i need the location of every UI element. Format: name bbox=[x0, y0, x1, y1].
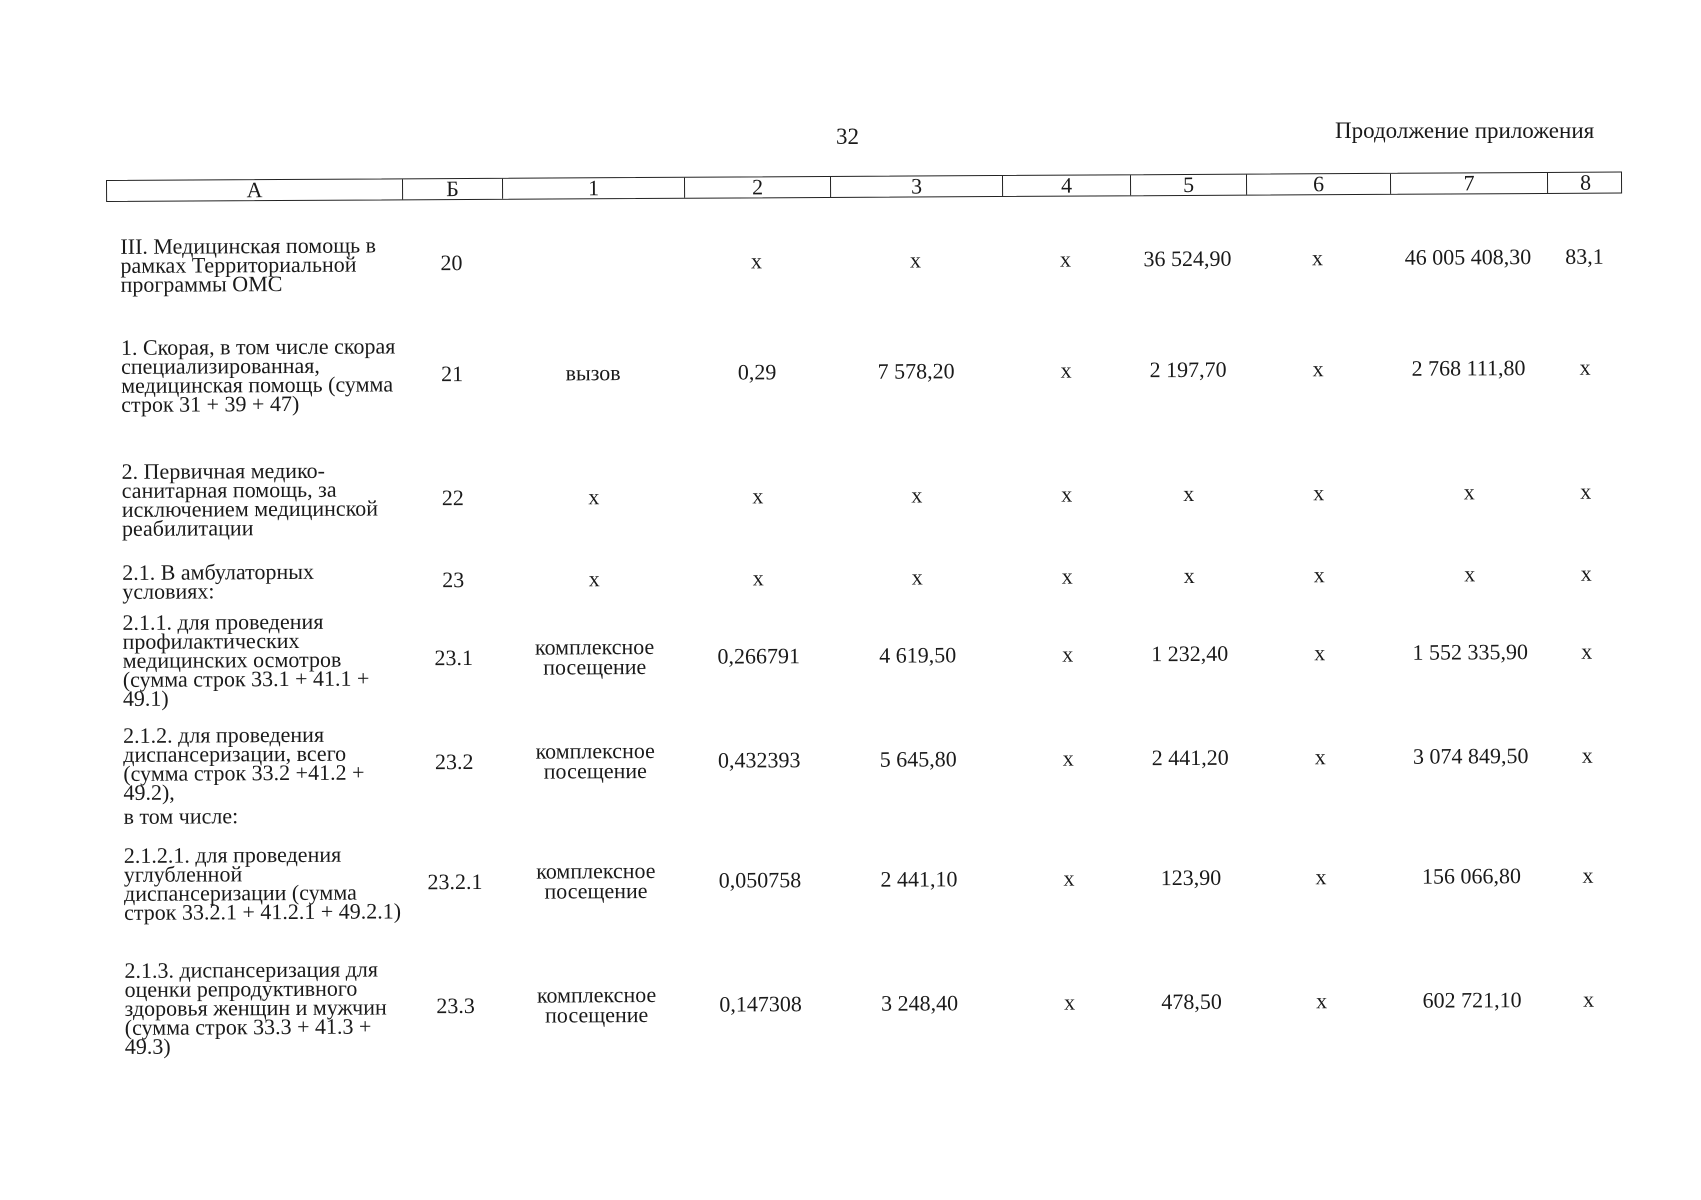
row-unit: комплексное посещение bbox=[536, 857, 656, 904]
row-name: 1. Скорая, в том числе скорая специализированная, медицинская помощь (сумма строк 31 + 39 + 47) bbox=[120, 333, 396, 417]
row-col5: х bbox=[1183, 480, 1195, 506]
row-unit: х bbox=[588, 566, 600, 592]
table-row bbox=[110, 826, 1627, 934]
row-col6: х bbox=[1314, 640, 1326, 666]
row-line-code: 23.3 bbox=[436, 992, 475, 1019]
row-col5: 2 197,70 bbox=[1149, 356, 1227, 383]
row-col8: х bbox=[1580, 560, 1592, 586]
table-row bbox=[107, 318, 1624, 426]
row-name: 2.1.2.1. для проведения углубленной диспансеризации (сумма строк 33.2.1 + 41.2.1 + 49.2.1) bbox=[123, 841, 402, 925]
row-col2: 0,29 bbox=[737, 359, 777, 385]
row-col3: х bbox=[911, 564, 923, 590]
data-table bbox=[106, 169, 1627, 1068]
table-row bbox=[108, 442, 1625, 550]
row-col7: 156 066,80 bbox=[1421, 863, 1521, 889]
row-col6: х bbox=[1311, 245, 1324, 271]
row-col2: 0,266791 bbox=[717, 643, 800, 669]
row-col2: 0,432393 bbox=[717, 747, 801, 773]
row-col4: х bbox=[1062, 641, 1074, 667]
row-line-code: 23 bbox=[442, 567, 465, 593]
table-row bbox=[108, 602, 1625, 710]
row-col7: 46 005 408,30 bbox=[1404, 244, 1532, 270]
row-col8: х bbox=[1581, 742, 1593, 768]
row-col7: х bbox=[1464, 561, 1476, 587]
row-name: 2.1.3. диспансеризация для оценки репродуктивного здоровья женщин и мужчин (сумма строк 33.3 + 41.3 + 49.3) bbox=[124, 955, 387, 1059]
header-cell: 5 bbox=[1130, 175, 1246, 196]
row-col3: 5 645,80 bbox=[879, 746, 957, 772]
row-col5: 36 524,90 bbox=[1143, 245, 1232, 272]
row-line-code: 20 bbox=[440, 250, 463, 276]
row-name: 2.1.1. для проведения профилактических медицинских осмотров (сумма строк 33.1 + 41.1 + 49.1) bbox=[122, 608, 370, 711]
row-col4: х bbox=[1063, 865, 1075, 891]
row-col4: х bbox=[1064, 989, 1076, 1015]
row-name: 2. Первичная медико-санитарная помощь, за исключением медицинской реабилитации bbox=[121, 457, 379, 541]
table-header bbox=[106, 169, 1622, 203]
row-col7: 2 768 111,80 bbox=[1411, 355, 1526, 381]
row-line-code: 21 bbox=[441, 361, 464, 387]
row-col6: х bbox=[1316, 988, 1328, 1014]
row-line-code: 23.2 bbox=[434, 748, 474, 775]
row-unit: х bbox=[588, 484, 600, 510]
row-col8: х bbox=[1581, 638, 1593, 664]
row-col8: х bbox=[1579, 354, 1591, 380]
subnote-including: в том числе: bbox=[123, 803, 239, 829]
header-cell: 2 bbox=[684, 177, 830, 198]
header-cell: 1 bbox=[502, 178, 684, 199]
row-col8: х bbox=[1580, 478, 1592, 504]
row-col6: х bbox=[1315, 864, 1327, 890]
header-cell: 3 bbox=[830, 176, 1002, 197]
row-col3: 7 578,20 bbox=[877, 358, 955, 384]
row-col8: х bbox=[1583, 986, 1595, 1012]
row-col4: х bbox=[1060, 357, 1072, 383]
table-row bbox=[106, 218, 1622, 304]
row-col7: х bbox=[1463, 479, 1475, 505]
row-name: 2.1. В амбулаторных условиях: bbox=[122, 558, 315, 604]
row-col2: 0,147308 bbox=[719, 991, 802, 1017]
row-col8: х bbox=[1582, 862, 1594, 888]
row-col5: 123,90 bbox=[1160, 864, 1222, 891]
row-col3: 3 248,40 bbox=[881, 990, 959, 1016]
row-name: 2.1.2. для проведения диспансеризации, всего (сумма строк 33.2 +41.2 + 49.2), bbox=[123, 721, 365, 805]
row-unit: комплексное посещение bbox=[535, 737, 655, 784]
row-col3: х bbox=[909, 247, 922, 273]
row-col6: х bbox=[1312, 356, 1324, 382]
row-name: III. Медицинская помощь в рамках Территориальной программы ОМС bbox=[120, 231, 377, 297]
row-col4: х bbox=[1061, 481, 1073, 507]
row-col6: х bbox=[1313, 480, 1325, 506]
row-unit: комплексное посещение bbox=[534, 633, 655, 680]
header-cell: 7 bbox=[1390, 173, 1547, 194]
row-line-code: 23.2.1 bbox=[427, 868, 483, 895]
row-col6: х bbox=[1313, 562, 1325, 588]
row-col7: 602 721,10 bbox=[1422, 987, 1522, 1013]
table-row bbox=[109, 716, 1625, 804]
row-col5: 1 232,40 bbox=[1151, 640, 1229, 667]
page-number: 32 bbox=[836, 124, 859, 149]
continuation-label: Продолжение приложения bbox=[1335, 118, 1595, 143]
row-col5: 478,50 bbox=[1161, 988, 1222, 1015]
table-row bbox=[108, 554, 1624, 602]
row-line-code: 22 bbox=[441, 485, 464, 511]
row-col5: х bbox=[1183, 562, 1195, 588]
row-col2: х bbox=[750, 248, 763, 274]
header-cell: А bbox=[246, 177, 263, 203]
row-col2: х bbox=[752, 565, 764, 591]
row-col5: 2 441,20 bbox=[1151, 744, 1229, 771]
header-cell: 8 bbox=[1547, 173, 1623, 193]
row-col6: х bbox=[1314, 744, 1326, 770]
row-unit: вызов bbox=[565, 360, 621, 386]
row-col2: 0,050758 bbox=[718, 867, 802, 893]
header-cell: Б bbox=[402, 179, 502, 200]
row-unit bbox=[501, 262, 683, 263]
row-col3: 4 619,50 bbox=[879, 642, 957, 668]
header-cell: 6 bbox=[1246, 174, 1390, 195]
row-col7: 3 074 849,50 bbox=[1412, 743, 1529, 769]
row-col4: х bbox=[1059, 246, 1072, 272]
header-cell: 4 bbox=[1002, 175, 1130, 196]
row-col4: х bbox=[1061, 563, 1073, 589]
row-col7: 1 552 335,90 bbox=[1412, 639, 1528, 665]
row-col3: х bbox=[911, 482, 923, 508]
row-col2: х bbox=[752, 483, 764, 509]
row-col8: 83,1 bbox=[1565, 243, 1604, 269]
table-row bbox=[110, 940, 1627, 1068]
row-unit: комплексное посещение bbox=[536, 981, 657, 1028]
row-col3: 2 441,10 bbox=[880, 866, 958, 892]
row-line-code: 23.1 bbox=[434, 644, 473, 671]
row-col4: х bbox=[1062, 745, 1074, 771]
